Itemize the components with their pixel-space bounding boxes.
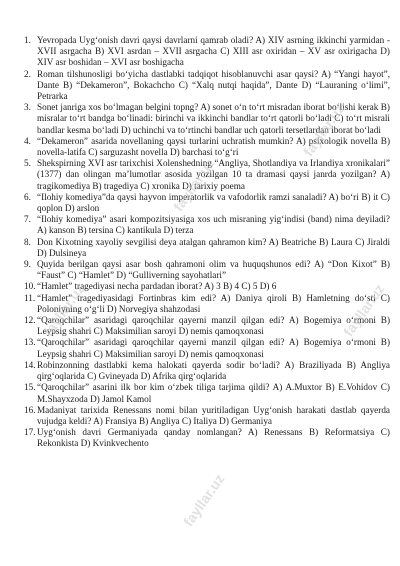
question-text: “Qaroqchilar” asaridagi qaroqchilar qayerni manzil qilgan edi? A) Bogemiya o‘rmoni B) Leypsig shahri C) Maksimilian saroyi D) nemis qamoqxonasi [37, 337, 390, 359]
question-text: “Ilohiy komediya” asari kompozitsiyasiga xos uch misraning yig‘indisi (band) nima deyiladi? A) kanson B) tersina C) kantikula D) terza [37, 214, 390, 236]
question-item [24, 281, 390, 292]
watermark: fayllar.uz [180, 470, 228, 530]
question-number: 15. [24, 382, 36, 393]
question-text: Don Kixotning xayoliy sevgilisi deya atalgan qahramon kim? A) Beatriche B) Laura C) Jiraldi D) Dulsineya [37, 236, 390, 258]
question-text: Robinzonning dastlabki kema halokati qayerda sodir bo‘ladi? A) Braziliyada B) Angliya qirg‘oqlarida C) Gvineyada D) Afrika qirg‘oqlarida [37, 359, 390, 382]
question-number: 14. [24, 359, 36, 370]
question-number: 2. [24, 68, 31, 79]
question-item [24, 382, 390, 404]
question-text: Madaniyat tarixida Renessans nomi bilan yuritiladigan Uyg‘onish harakati dastlab qayerda vujudga keldi? A) Fransiya B) Angliya C) Italiya D) Germaniya [37, 404, 390, 426]
question-number: 3. [24, 102, 31, 113]
question-text: Roman tilshunosligi bo‘yicha dastlabki tadqiqot hisoblanuvchi asar qaysi? A) “Yangi hayot”, Dante B) “Dekameron”, Bokachcho C) “Xalq nutqi haqida”, Dante D) “Lauraning o‘limi”, Petrarka [37, 68, 390, 102]
question-text: Shekspirning XVI asr tarixchisi Xolenshedning “Angliya, Shotlandiya va Irlandiya xronikalari” (1377) dan olingan ma’lumotlar asosida yozilgan 10 ta dramasi qaysi janrda yozilgan? A) tragikomediya B) tragediya C) xronika D) tarixiy poema [37, 158, 390, 191]
question-item [24, 259, 390, 281]
question-list [24, 35, 390, 450]
question-text: Quyida berilgan qaysi asar bosh qahramoni olim va huquqshunos edi? A) “Don Kixot” B) “Faust” C) “Hamlet” D) “Gulliverning sayohatlari” [37, 259, 390, 281]
watermark: fayllar.uz [40, 280, 88, 340]
question-item [24, 337, 390, 359]
question-item [24, 35, 390, 69]
question-item [24, 102, 390, 136]
question-item [24, 360, 390, 382]
question-text: “Qaroqchilar” asaridagi qaroqchilar qayerni manzil qilgan edi? A) Bogemiya o‘rmoni B) Leypsig shahri C) Maksimilian saroyi D) nemis qamoqxonasi [37, 315, 390, 337]
watermark: fayllar.uz [300, 100, 348, 160]
watermark: fayllar.uz [170, 155, 218, 215]
question-number: 12. [24, 315, 36, 326]
question-number: 10. [24, 281, 36, 292]
watermark: fayllar.uz [340, 280, 388, 340]
question-text: “Hamlet” tragediyasi necha pardadan iborat? A) 3 B) 4 C) 5 D) 6 [37, 281, 277, 292]
question-item [24, 315, 390, 337]
question-item [24, 69, 390, 103]
question-number: 1. [24, 35, 31, 45]
question-text: “Hamlet” tragediyasidagi Fortinbras kim edi? A) Daniya qiroli B) Hamletning do‘sti C) Poloniyning o‘g‘li D) Norvegiya shahzodasi [37, 292, 390, 314]
question-number: 5. [24, 158, 31, 169]
question-number: 7. [24, 214, 31, 225]
question-number: 16. [24, 404, 36, 415]
question-item [24, 136, 390, 158]
question-number: 13. [24, 337, 36, 348]
question-item [24, 427, 390, 449]
question-text: “Ilohiy komediya”da qaysi hayvon imperatorlik va vafodorlik ramzi sanaladi? A) bo‘ri B) it C) qoplon D) arslon [37, 191, 390, 214]
question-number: 17. [24, 427, 36, 438]
question-item [24, 214, 390, 236]
question-text: Yevropada Uyg‘onish davri qaysi davrlarni qamrab oladi? A) XIV asrning ikkinchi yarmidan - XVII asrgacha B) XVI asrdan – XVII asrgacha C) XIII asr oxiridan – XV asr oxirigacha D) XIV asr boshidan – XVI asr boshigacha [37, 35, 390, 68]
question-number: 11. [24, 292, 36, 303]
question-text: Uyg‘onish davri Germaniyada qanday nomlangan? A) Renessans B) Reformatsiya C) Rekonkista D) Kvinkvechento [37, 427, 390, 449]
question-number: 6. [24, 191, 31, 202]
question-text: “Dekameron” asarida novellaning qaysi turlarini uchratish mumkin? A) psixologik novella B) novella-latifa C) sarguzasht novella D) barchasi to‘g‘ri [37, 135, 390, 158]
question-item [24, 237, 390, 259]
question-number: 4. [24, 135, 31, 146]
question-item [24, 158, 390, 192]
question-item [24, 192, 390, 214]
question-number: 9. [24, 259, 31, 270]
question-text: Sonet janriga xos bo‘lmagan belgini topng? A) sonet o‘n to‘rt misradan iborat bo‘lishi kerak B) misralar to‘rt bandga bo‘linadi: birinchi va ikkinchi bandlar to‘rt qatorli bo‘ladi C) to‘rt misrali bandlar kesma bo‘ladi D) uchinchi va to‘rtinchi bandlar uch qatorli tersetlardan iborat bo‘ladi [37, 102, 390, 135]
question-item [24, 405, 390, 427]
question-number: 8. [24, 236, 31, 247]
question-item [24, 293, 390, 315]
question-text: “Qaroqchilar” asarini ilk bor kim o‘zbek tiliga tarjima qildi? A) A.Muxtor B) E.Vohidov C) M.Shayxzoda D) Jamol Kamol [37, 382, 390, 404]
